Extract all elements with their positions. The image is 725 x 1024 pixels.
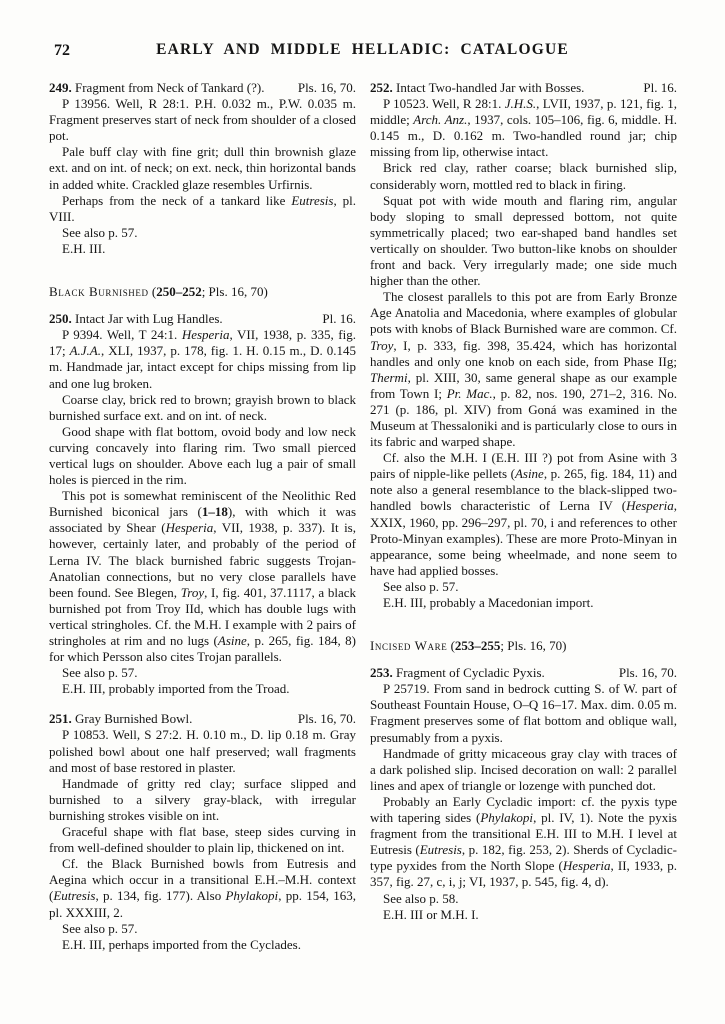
italic-text: Phylakopi bbox=[480, 810, 534, 826]
bold-text: 1–18 bbox=[201, 504, 228, 520]
entry-title: 253. Fragment of Cycladic Pyxis. bbox=[370, 665, 545, 681]
plate-reference: Pl. 16. bbox=[643, 80, 677, 95]
paragraph: E.H. III, probably a Macedonian import. bbox=[383, 595, 594, 610]
entry-number: 250. bbox=[49, 311, 75, 327]
italic-text: Arch. Anz. bbox=[413, 112, 468, 128]
entry-title: 250. Intact Jar with Lug Handles. bbox=[49, 311, 223, 327]
entry-heading-252 bbox=[370, 80, 677, 96]
entry-number: 253. bbox=[370, 665, 396, 681]
italic-text: Hesperia bbox=[181, 327, 230, 343]
plate-reference: Pl. 16. bbox=[322, 311, 356, 327]
italic-text: Hesperia bbox=[562, 858, 611, 874]
paragraph: Coarse clay, brick red to brown; grayish brown to black burnished surface ext. and on int. of neck. bbox=[49, 391, 356, 423]
paragraph: E.H. III, perhaps imported from the Cyclades. bbox=[62, 936, 301, 952]
italic-text: A.J.A. bbox=[69, 343, 101, 359]
plate-reference: Pls. 16, 70. bbox=[618, 665, 677, 681]
running-head: EARLY AND MIDDLE HELLADIC: CATALOGUE bbox=[156, 41, 569, 58]
paragraph: See also p. 57. bbox=[62, 920, 138, 936]
paragraph: E.H. III or M.H. I. bbox=[383, 906, 479, 922]
entry-heading-250 bbox=[49, 311, 356, 327]
plate-reference: Pls. 16, 70. bbox=[297, 80, 356, 95]
plate-reference: Pls. 16, 70. bbox=[297, 711, 356, 727]
left-column bbox=[49, 80, 356, 953]
entry-heading-249 bbox=[49, 80, 356, 96]
paragraph: P 25719. From sand in bedrock cutting S. of W. part of Southeast Fountain House, O–Q 16–17. Max. dim. 0.05 m. Fragment preserves some of flat bottom and oblique wall, presumably from a pyxis. bbox=[370, 681, 677, 745]
paragraph: Handmade of gritty red clay; surface slipped and burnished to a silvery gray-black, with irregular burnishing strokes visible on int. bbox=[49, 775, 356, 823]
bold-text: 250–252 bbox=[156, 284, 202, 300]
italic-text: Asine bbox=[217, 633, 247, 648]
paragraph: P 10853. Well, S 27:2. H. 0.10 m., D. lip 0.18 m. Gray polished bowl about one half preserved; wall fragments and most of base restored in plaster. bbox=[49, 727, 356, 775]
entry-heading-253 bbox=[370, 665, 677, 681]
paragraph: Pale buff clay with fine grit; dull thin brownish glaze ext. and on int. of neck; on ext. neck, thin horizontal bands in added white. Crackled glaze resembles Urfirnis. bbox=[49, 144, 356, 192]
paragraph: P 13956. Well, R 28:1. P.H. 0.032 m., P.W. 0.035 m. Fragment preserves start of neck from shoulder of a closed pot. bbox=[49, 96, 356, 144]
paragraph: Good shape with flat bottom, ovoid body and low neck curving concavely into flaring rim. Two small pierced vertical lugs on shoulder. Above each lug a pair of small holes is pierced in the rim. bbox=[49, 423, 356, 488]
entry-number: 251. bbox=[49, 711, 75, 727]
page-header bbox=[49, 41, 676, 63]
text-columns bbox=[49, 80, 677, 953]
paragraph: See also p. 57. bbox=[383, 578, 459, 594]
smallcaps-text: Black Burnished bbox=[49, 284, 149, 300]
entry-title: 252. Intact Two-handled Jar with Bosses. bbox=[370, 80, 585, 95]
smallcaps-text: Incised Ware bbox=[370, 638, 448, 654]
paragraph: See also p. 57. bbox=[62, 224, 138, 240]
right-column bbox=[370, 80, 677, 953]
paragraph: Perhaps from the neck of a tankard like Eutresis, pl. VIII. bbox=[49, 192, 356, 224]
paragraph: P 10523. Well, R 28:1. J.H.S., LVII, 1937, p. 121, fig. 1, middle; Arch. Anz., 1937, cols. 105–106, fig. 6, middle. H. 0.145 m., D. 0.162 m. Two-handled round jar; chip missing from lip, otherwise intact. bbox=[370, 96, 677, 160]
paragraph: See also p. 57. bbox=[62, 665, 138, 681]
paragraph: Probably an Early Cycladic import: cf. the pyxis type with tapering sides (Phylakopi, pl. IV, 1). Note the pyxis fragment from the transitional E.H. III to M.H. I level at Eutresis (Eutresis, p. 182, fig. 253, 2). Sherds of Cycladic-type pyxides from the North Slope (Hesperia, II, 1933, p. 357, fig. 27, c, i, j; VI, 1937, p. 545, fig. 4, d). bbox=[370, 793, 677, 890]
italic-text: Thermi bbox=[370, 369, 408, 385]
paragraph: This pot is somewhat reminiscent of the Neolithic Red Burnished biconical jars (1–18), with which it was associated by Shear (Hesperia, VII, 1938, p. 337). It is, however, certainly later, and probably of the period of Lerna IV. The black burnished fabric suggests Trojan-Anatolian connections, but no very close parallels have been found. See Blegen, Troy, I, fig. 401, 37.1117, a black burnished pot from Troy IId, which has double lugs with vertical stringholes. Cf. the M.H. I example with 2 pairs of stringholes at rim and no lugs (Asine, p. 265, fig. 184, 8) for which Persson also cites Trojan parallels. bbox=[49, 488, 357, 665]
entry-title: 249. Fragment from Neck of Tankard (?). bbox=[49, 80, 265, 95]
section-heading: Black Burnished (250–252; Pls. 16, 70) bbox=[49, 284, 268, 300]
italic-text: Hesperia bbox=[165, 520, 214, 536]
italic-text: Eutresis bbox=[291, 192, 334, 208]
italic-text: Eutresis bbox=[419, 842, 462, 858]
paragraph: Cf. the Black Burnished bowls from Eutresis and Aegina which occur in a transitional E.H.–M.H. context (Eutresis, p. 134, fig. 177). Also Phylakopi, pp. 154, 163, pl. XXXIII, 2. bbox=[49, 856, 356, 920]
paragraph: Cf. also the M.H. I (E.H. III ?) pot from Asine with 3 pairs of nipple-like pellets (Asine, p. 265, fig. 184, 11) and note also a general resemblance to the black-slipped two-handled bowls characteristic of Lerna IV (Hesperia, XXIX, 1960, pp. 296–297, pl. 70, i and references to other Proto-Minyan examples). These are more Proto-Minyan in appearance, some being wheelmade, and none seem to have had applied bosses. bbox=[370, 450, 678, 578]
italic-text: Phylakopi bbox=[225, 888, 279, 904]
paragraph: Graceful shape with flat base, steep sides curving in from well-defined shoulder to plain lip, thickened on int. bbox=[49, 824, 356, 856]
italic-text: Asine bbox=[514, 466, 544, 482]
entry-title: 251. Gray Burnished Bowl. bbox=[49, 711, 193, 727]
bold-text: 253–255 bbox=[454, 638, 501, 654]
paragraph: P 9394. Well, T 24:1. Hesperia, VII, 1938, p. 335, fig. 17; A.J.A., XLI, 1937, p. 178, fig. 1. H. 0.15 m., D. 0.145 m. Handmade jar, intact except for chips missing from lip and one lug broken. bbox=[49, 327, 356, 391]
paragraph: E.H. III, probably imported from the Troad. bbox=[62, 681, 290, 697]
italic-text: Hesperia bbox=[626, 498, 674, 514]
paragraph: The closest parallels to this pot are from Early Bronze Age Anatolia and Macedonia, where examples of globular pots with knobs of Black Burnished ware are common. Cf. Troy, I, p. 333, fig. 398, 35.424, which has horizontal handles and only one knob on each side, from Phase IIg; Thermi, pl. XIII, 30, same general shape as our example from Town I; Pr. Mac., p. 82, nos. 190, 271–2, 316. No. 271 (p. 186, pl. XIV) from Goná was examined in the Museum at Thessaloniki and is particularly close to ours in its fabric and warped shape. bbox=[370, 289, 678, 450]
entry-number: 252. bbox=[370, 80, 396, 95]
italic-text: Troy bbox=[180, 584, 205, 600]
paragraph: Squat pot with wide mouth and flaring rim, angular body sloping to small depressed bottom, not quite symmetrically placed; two ear-shaped band handles set vertically on shoulder. Two button-like knobs on shoulder front and back. Very irregularly made; one side much higher than the other. bbox=[370, 192, 677, 289]
italic-text: Pr. Mac. bbox=[446, 385, 493, 401]
paragraph: Brick red clay, rather coarse; black burnished slip, considerably worn, mottled red to black in firing. bbox=[370, 160, 677, 192]
paragraph: Handmade of gritty micaceous gray clay with traces of a dark polished slip. Incised decoration on wall: 2 parallel lines and apex of triangle or lozenge with punched dot. bbox=[370, 745, 677, 793]
italic-text: Troy bbox=[370, 337, 394, 353]
entry-heading-251 bbox=[49, 711, 356, 727]
italic-text: J.H.S. bbox=[504, 96, 537, 112]
section-heading: Incised Ware (253–255; Pls. 16, 70) bbox=[370, 638, 567, 654]
entry-number: 249. bbox=[49, 80, 75, 95]
paragraph: See also p. 58. bbox=[383, 890, 459, 906]
page-number: 72 bbox=[54, 42, 70, 59]
italic-text: Eutresis bbox=[53, 888, 96, 904]
paragraph: E.H. III. bbox=[62, 240, 106, 256]
